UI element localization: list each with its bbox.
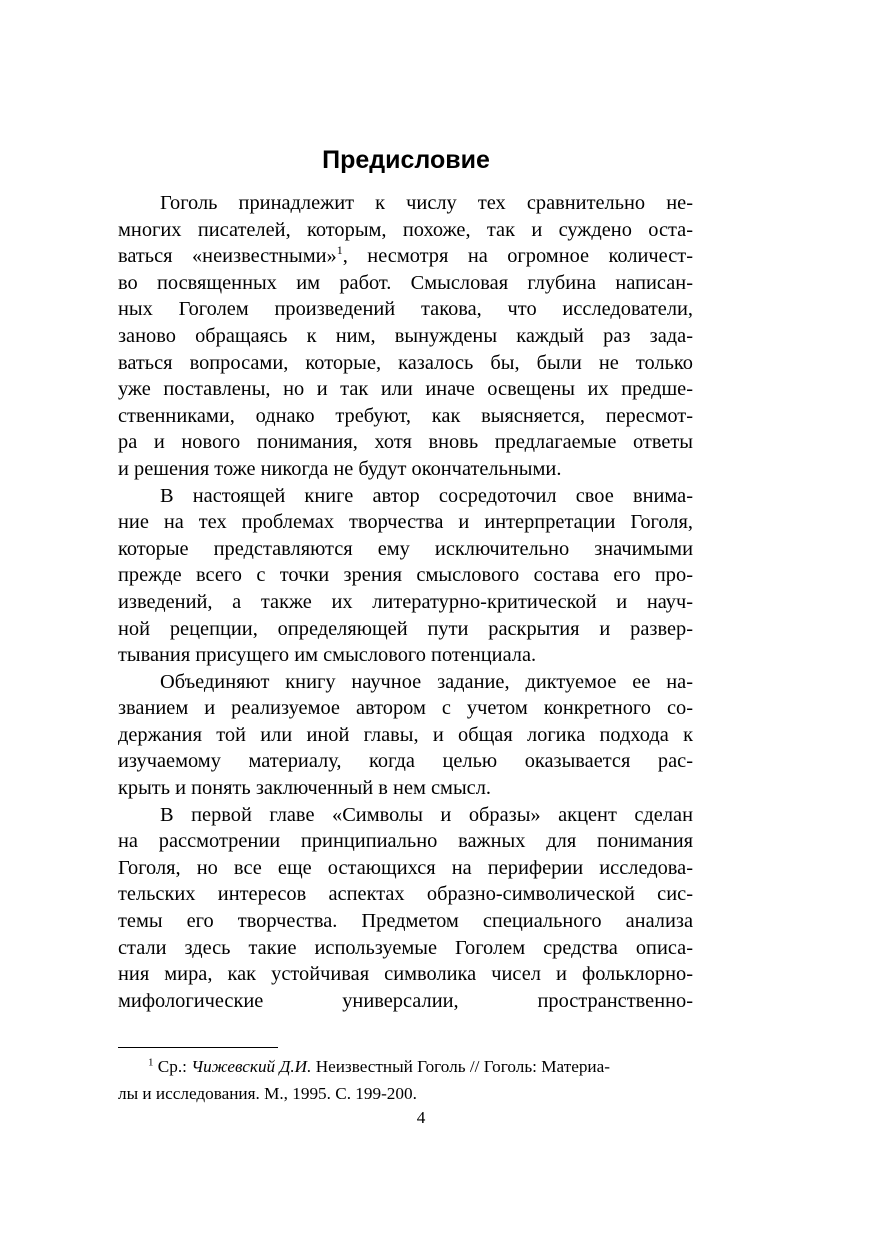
footnote-line [118,1053,728,1080]
text-line: ственниками, однако требуют, как выясняется, пересмот- [118,404,693,427]
paragraph-2 [118,483,693,669]
text-line: В первой главе «Символы и образы» акцент сделан [160,803,693,826]
footnote-marker: 1 [148,1056,154,1069]
text-line: ра и нового понимания, хотя вновь предлагаемые ответы [118,431,693,454]
text-line: во посвященных им работ. Смысловая глубина написан- [118,271,693,294]
text-line: мифологические универсалии, пространственно- [118,989,693,1012]
text-line: званием и реализуемое автором с учетом конкретного со- [118,697,693,720]
footnote-separator [118,1047,278,1048]
text-line: темы его творчества. Предметом специального анализа [118,910,693,933]
text-line: заново обращаясь к ним, вынуждены каждый раз зада- [118,324,693,347]
text-line: Гоголя, но все еще остающихся на периферии исследова- [118,856,693,879]
text-line: и решения тоже никогда не будут окончательными. [118,457,562,480]
paragraph-4 [118,802,693,1015]
body-text [118,190,693,1014]
footnote-line: лы и исследования. М., 1995. С. 199-200. [118,1084,417,1103]
text-line: изучаемому материалу, когда целью оказывается рас- [118,750,693,773]
footnote-reference[interactable]: 1 [336,243,343,258]
text-line: ной рецепции, определяющей пути раскрытия и развер- [118,617,693,640]
footnote-author: Чижевский Д.И. [191,1057,312,1076]
text-line: Объединяют книгу научное задание, диктуемое ее на- [160,670,693,693]
text-line: В настоящей книге автор сосредоточил свое внима- [160,484,693,507]
text-line: тывания присущего им смыслового потенциала. [118,644,537,667]
text-line: тельских интересов аспектах образно-символической сис- [118,883,693,906]
text-fragment: ваться «неизвестными» [118,245,337,268]
text-line-with-footnote [118,243,693,270]
paragraph-3 [118,669,693,802]
page-number: 4 [416,1108,426,1127]
text-line: стали здесь такие используемые Гоголем средства описа- [118,936,693,959]
text-line: которые представляются ему исключительно значимыми [118,537,693,560]
footnote-text: Неизвестный Гоголь // Гоголь: Материа- [311,1057,610,1076]
text-line: ных Гоголем произведений такова, что исследователи, [118,298,693,321]
text-line: крыть и понять заключенный в нем смысл. [118,777,491,800]
text-line: ния мира, как устойчивая символика чисел и фольклорно- [118,963,693,986]
text-fragment: , несмотря на огромное количест- [342,245,693,268]
text-line: Гоголь принадлежит к числу тех сравнительно не- [160,192,693,214]
text-line: прежде всего с точки зрения смыслового состава его про- [118,564,693,587]
text-line: многих писателей, которым, похоже, так и суждено оста- [118,218,693,241]
page-title: Предисловие [322,146,490,174]
text-line: уже поставлены, но и так или иначе освещены их предше- [118,378,693,401]
footnote-prefix: Ср.: [153,1057,192,1076]
text-line: ваться вопросами, которые, казалось бы, были не только [118,351,693,374]
text-line: на рассмотрении принципиально важных для понимания [118,830,693,853]
text-line: изведений, а также их литературно-критической и науч- [118,590,693,613]
paragraph-1 [118,190,693,483]
text-line: ние на тех проблемах творчества и интерпретации Гоголя, [118,511,693,534]
footnote [118,1053,728,1107]
text-line: держания той или иной главы, и общая логика подхода к [118,723,693,746]
